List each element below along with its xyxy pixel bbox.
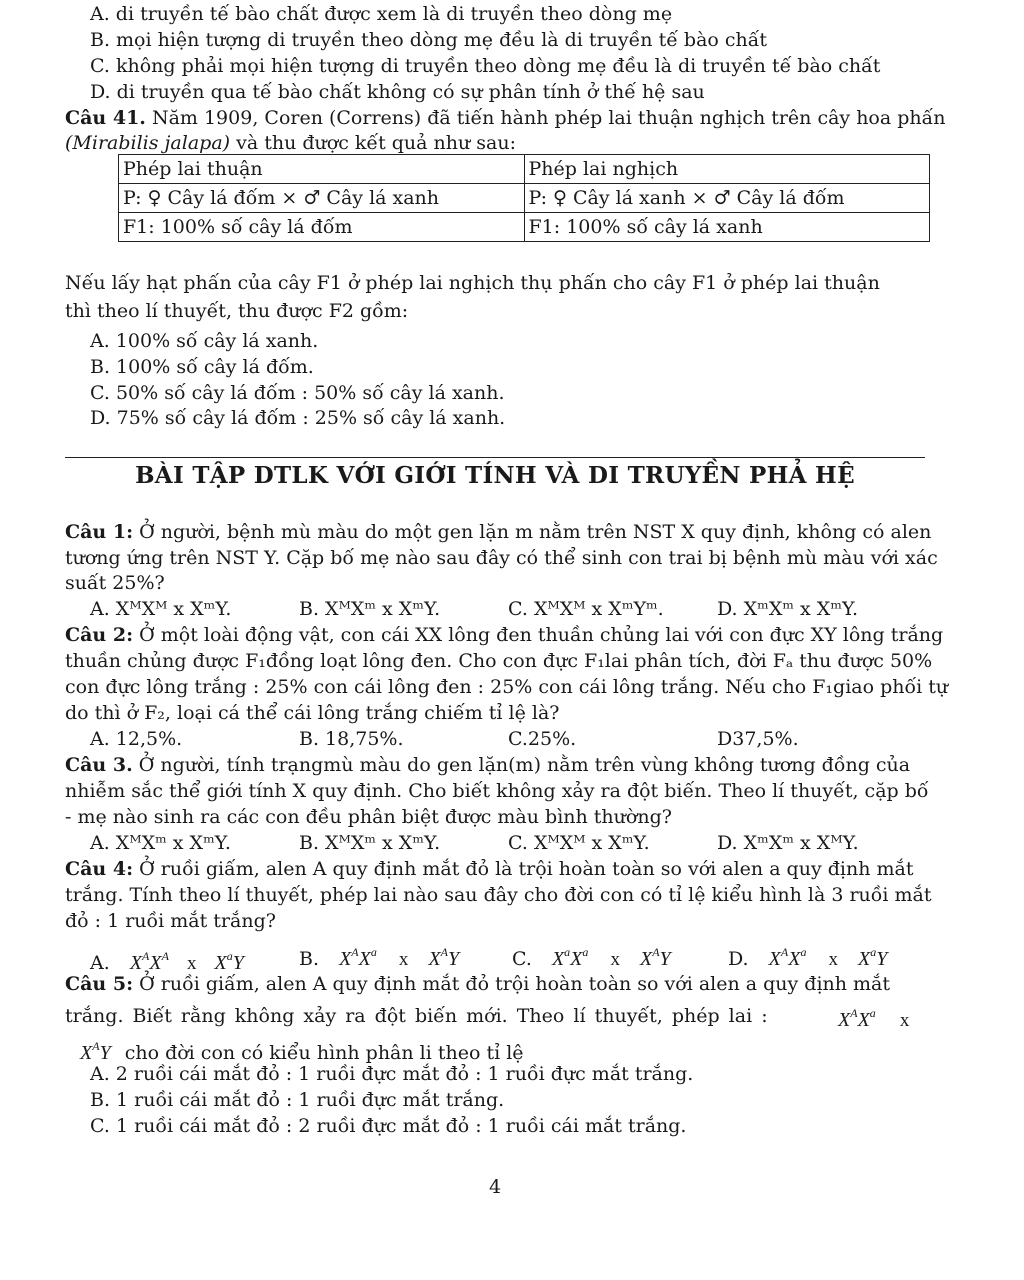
q1-option-b: B. XᴹXᵐ x XᵐY. [299,598,441,620]
q5-label: Câu 5: [65,973,134,995]
q41-stem2: thì theo lí thuyết, thu được F2 gồm: [65,300,409,322]
q3-line2: nhiễm sắc thể giới tính X quy định. Cho biết không xảy ra đột biến. Theo lí thuyết, cặp bố [65,780,929,802]
table-cell: P: ♀ Cây lá đốm × ♂ Cây lá xanh [119,184,525,213]
q1-option-a: A. XᴹXᴹ x XᵐY. [90,598,232,620]
q41-label: Câu 41. [65,107,146,129]
q1-line3: suất 25%? [65,572,165,594]
cross-table [118,154,930,242]
table-row [119,213,930,242]
section-title: BÀI TẬP DTLK VỚI GIỚI TÍNH VÀ DI TRUYỀN PHẢ HỆ [135,462,855,489]
q5-option-b: B. 1 ruồi cái mắt đỏ : 1 ruồi đực mắt trắng. [90,1089,505,1111]
q1-option-c: C. XᴹXᴹ x XᵐYᵐ. [508,598,664,620]
q3-option-d: D. XᵐXᵐ x XᴹY. [717,832,859,854]
q2-line1: Câu 2: Ở một loài động vật, con cái XX lông đen thuần chủng lai với con đực XY lông trắng [65,624,944,646]
q4-option-b: B. $X^AX^a$ x $X^AY$ [299,945,460,970]
q41-species: (Mirabilis jalapa) [65,132,231,154]
page-number: 4 [488,1176,502,1198]
q2-option-a: A. 12,5%. [90,728,183,750]
q5-line3: $X^AY$ cho đời con có kiểu hình phân li theo tỉ lệ [80,1039,524,1064]
table-cell: F1: 100% số cây lá đốm [119,213,525,242]
q3-option-b: B. XᴹXᵐ x XᵐY. [299,832,441,854]
q41-option-d: D. 75% số cây lá đốm : 25% số cây lá xanh. [90,407,506,429]
table-cell: Phép lai nghịch [524,155,930,184]
q3-line3: - mẹ nào sinh ra các con đều phân biệt được màu bình thường? [65,806,672,828]
prev-option-b: B. mọi hiện tượng di truyền theo dòng mẹ đều là di truyền tế bào chất [90,29,768,51]
q5-cross-female: $X^AX^a$ x [838,1006,910,1031]
q2-line3: con đực lông trắng : 25% con cái lông đen : 25% con cái lông trắng. Nếu cho F₁giao phối tự [65,676,949,698]
prev-option-d: D. di truyền qua tế bào chất không có sự phân tính ở thế hệ sau [90,81,705,103]
table-cell: F1: 100% số cây lá xanh [524,213,930,242]
q5-line2: trắng. Biết rằng không xảy ra đột biến mới. Theo lí thuyết, phép lai : [65,1005,768,1027]
q4-line1: Câu 4: Ở ruồi giấm, alen A quy định mắt đỏ là trội hoàn toàn so với alen a quy định mắt [65,858,914,880]
q5-option-a: A. 2 ruồi cái mắt đỏ : 1 ruồi đực mắt đỏ : 1 ruồi đực mắt trắng. [90,1063,694,1085]
q1-label: Câu 1: [65,521,134,543]
q4-option-d: D. $X^AX^a$ x $X^aY$ [728,945,888,970]
q41-option-c: C. 50% số cây lá đốm : 50% số cây lá xanh. [90,382,505,404]
table-cell: P: ♀ Cây lá xanh × ♂ Cây lá đốm [524,184,930,213]
prev-option-a: A. di truyền tế bào chất được xem là di truyền theo dòng mẹ [90,3,673,25]
q2-label: Câu 2: [65,624,134,646]
q2-line4: do thì ở F₂, loại cá thể cái lông trắng chiếm tỉ lệ là? [65,702,560,724]
table-cell: Phép lai thuận [119,155,525,184]
q1-line2: tương ứng trên NST Y. Cặp bố mẹ nào sau đây có thể sinh con trai bị bệnh mù màu với xác [65,547,938,569]
q1-option-d: D. XᵐXᵐ x XᵐY. [717,598,859,620]
table-row [119,155,930,184]
q5-line1: Câu 5: Ở ruồi giấm, alen A quy định mắt đỏ trội hoàn toàn so với alen a quy định mắt [65,973,891,995]
q2-option-b: B. 18,75%. [299,728,404,750]
q4-label: Câu 4: [65,858,134,880]
q3-label: Câu 3. [65,754,133,776]
q1-line1: Câu 1: Ở người, bệnh mù màu do một gen lặn m nằm trên NST X quy định, không có alen [65,521,932,543]
q3-line1: Câu 3. Ở người, tính trạngmù màu do gen lặn(m) nằm trên vùng không tương đồng của [65,754,911,776]
table-row [119,184,930,213]
q2-line2: thuần chủng được F₁đồng loạt lông đen. Cho con đực F₁lai phân tích, đời Fₐ thu được 50% [65,650,933,672]
q4-option-c: C. $X^aX^a$ x $X^AY$ [512,945,671,970]
q5-cross-male: $X^AY$ [80,1039,111,1064]
q4-line2: trắng. Tính theo lí thuyết, phép lai nào sau đây cho đời con có tỉ lệ kiểu hình là 3 ruồi mắt [65,884,932,906]
prev-option-c: C. không phải mọi hiện tượng di truyền theo dòng mẹ đều là di truyền tế bào chất [90,55,881,77]
section-divider [65,457,925,458]
q3-option-c: C. XᴹXᴹ x XᵐY. [508,832,650,854]
q41-line1: Câu 41. Năm 1909, Coren (Correns) đã tiến hành phép lai thuận nghịch trên cây hoa phấn [65,107,946,129]
q4-option-a: A. $X^AX^A$ x $X^aY$ [90,949,244,974]
q41-line2: (Mirabilis jalapa) và thu được kết quả như sau: [65,132,516,154]
q41-option-b: B. 100% số cây lá đốm. [90,356,314,378]
q41-stem1: Nếu lấy hạt phấn của cây F1 ở phép lai nghịch thụ phấn cho cây F1 ở phép lai thuận [65,272,880,294]
q3-option-a: A. XᴹXᵐ x XᵐY. [90,832,231,854]
q2-option-d: D37,5%. [717,728,799,750]
q2-option-c: C.25%. [508,728,577,750]
q4-line3: đỏ : 1 ruồi mắt trắng? [65,910,276,932]
q41-option-a: A. 100% số cây lá xanh. [90,330,319,352]
q5-option-c: C. 1 ruồi cái mắt đỏ : 2 ruồi đực mắt đỏ : 1 ruồi cái mắt trắng. [90,1115,687,1137]
